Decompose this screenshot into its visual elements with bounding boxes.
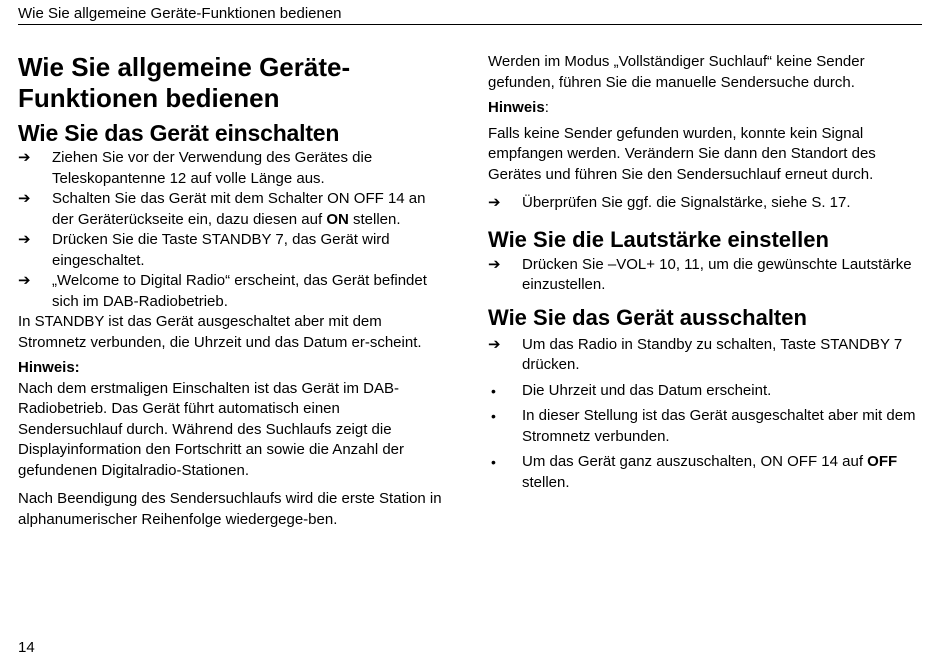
section-heading-switch-on: Wie Sie das Gerät einschalten [18,120,340,146]
step-item [18,271,448,312]
step-text: stellen. [348,210,401,228]
step-item [18,148,448,189]
running-header: Wie Sie allgemeine Geräte-Funktionen bedienen [18,5,342,22]
standby-paragraph: In STANDBY ist das Gerät ausgeschaltet aber mit dem Stromnetz verbunden, die Uhrzeit und das Datum er-scheint. [18,313,422,351]
hint-paragraph: Falls keine Sender gefunden wurden, konnte kein Signal empfangen werden. Verändern Sie dann den Standort des Gerätes und führen Sie den Sendersuchlauf erneut durch. [488,124,876,183]
hint-colon: : [544,99,549,116]
header-divider [18,24,922,25]
bullet-item [488,406,920,447]
bullet-item [488,381,920,402]
final-paragraph: Nach Beendigung des Sendersuchlaufs wird die erste Station in alphanumerischer Reihenfolge wiedergege-ben. [18,490,442,528]
bullet-icon: • [491,454,496,470]
step-item [488,335,920,376]
right-column [488,52,920,493]
arrow-right-icon: ➔ [18,231,31,248]
bullet-text: Um das Gerät ganz auszuschalten, ON OFF 14 auf [522,453,868,470]
bullet-text: stellen. [522,473,570,491]
step-text: Überprüfen Sie ggf. die Signalstärke, siehe S. 17. [522,194,851,211]
step-text: Drücken Sie die Taste STANDBY 7, das Gerät wird eingeschaltet. [52,231,390,269]
left-column [18,52,448,530]
main-heading-line2: Funktionen bedienen [18,83,280,113]
arrow-right-icon: ➔ [488,255,501,273]
arrow-right-icon: ➔ [488,194,501,211]
section-heading-volume: Wie Sie die Lautstärke einstellen [488,226,829,252]
step-item [18,230,448,271]
bullet-item [488,452,920,493]
bullet-text: In dieser Stellung ist das Gerät ausgeschaltet aber mit dem Stromnetz verbunden. [522,407,916,445]
step-text: Schalten Sie das Gerät mit dem Schalter ON OFF 14 an der Geräterückseite ein, dazu diesen auf [52,190,426,228]
arrow-right-icon: ➔ [18,190,31,207]
arrow-right-icon: ➔ [18,149,31,166]
hint-label: Hinweis: [18,359,80,376]
hint-heading [488,98,920,119]
page-number: 14 [18,639,35,656]
step-text: Drücken Sie –VOL+ 10, 11, um die gewünschte Lautstärke einzustellen. [522,255,912,293]
intro-paragraph: Werden im Modus „Vollständiger Suchlauf“ keine Sender gefunden, führen Sie die manuelle Sendersuche durch. [488,53,865,91]
bullet-icon: • [491,408,496,424]
hint-label: Hinweis [488,99,545,116]
step-item [488,193,920,214]
bullet-icon: • [491,382,496,399]
hint-paragraph: Nach dem erstmaligen Einschalten ist das Gerät im DAB-Radiobetrieb. Das Gerät führt automatisch einen Sendersuchlauf durch. Während des Suchlaufs zeigt die Displayinformation den Fortschritt an sowie die Anzahl der gefundenen Digitalradio-Stationen. [18,379,405,479]
step-text: „Welcome to Digital Radio“ erscheint, das Gerät befindet sich im DAB-Radiobetrieb. [52,272,427,310]
step-text: Um das Radio in Standby zu schalten, Taste STANDBY 7 drücken. [522,335,903,373]
bullet-text: Die Uhrzeit und das Datum erscheint. [522,381,772,399]
arrow-right-icon: ➔ [18,272,31,289]
arrow-right-icon: ➔ [488,335,501,353]
step-item [488,255,920,296]
step-bold-text: ON [326,210,349,228]
main-heading-line1: Wie Sie allgemeine Geräte- [18,52,351,82]
bullet-bold-text: OFF [867,453,898,470]
section-heading-switch-off: Wie Sie das Gerät ausschalten [488,304,807,330]
step-item [18,189,448,230]
main-heading [18,52,448,114]
step-text: Ziehen Sie vor der Verwendung des Gerätes die Teleskopantenne 12 auf volle Länge aus. [52,149,373,187]
